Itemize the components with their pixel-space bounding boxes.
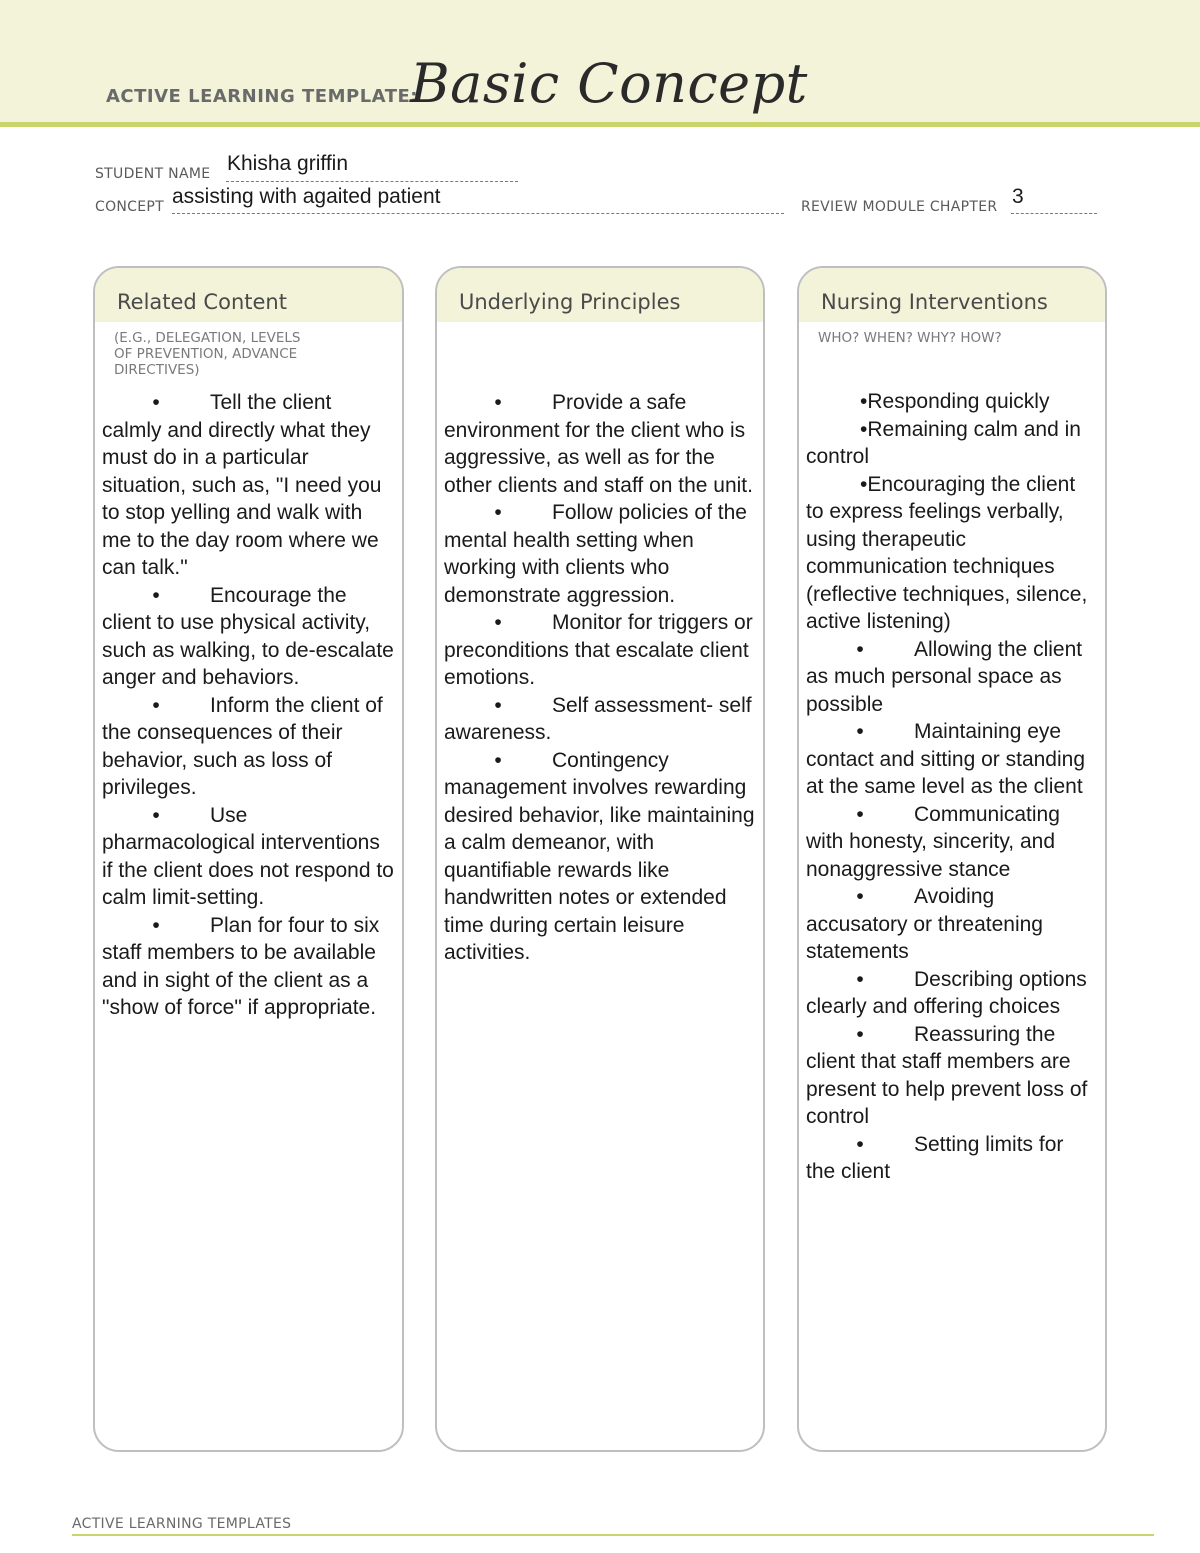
underlying-principles-title: Underlying Principles (459, 290, 681, 314)
list-item: • Provide a safe environment for the client who is aggressive, as well as for the other clients and staff on the unit. (444, 391, 753, 497)
concept-label: CONCEPT (95, 199, 164, 215)
chapter-value[interactable]: 3 (1012, 185, 1024, 208)
bullet-icon: • (494, 748, 502, 772)
list-item: • Setting limits for the client (806, 1132, 1064, 1183)
related-content-title: Related Content (117, 290, 287, 314)
bullet-icon: • (152, 693, 160, 717)
list-item: • Reassuring the client that staff members are present to help prevent loss of control (806, 1022, 1088, 1128)
related-content-subtitle: (E.G., DELEGATION, LEVELS OF PREVENTION, ADVANCE DIRECTIVES) (114, 330, 301, 378)
student-name-value[interactable]: Khisha griffin (227, 152, 349, 175)
concept-value[interactable]: assisting with agaited patient (172, 185, 441, 208)
bullet-icon: • (494, 611, 502, 634)
bullet-icon: • (152, 391, 160, 414)
list-item: • Maintaining eye contact and sitting or standing at the same level as the client (806, 720, 1086, 798)
list-item: • Encourage the client to use physical activity, such as walking, to de-escalate anger and behaviors. (102, 583, 394, 689)
chapter-label: REVIEW MODULE CHAPTER (801, 199, 998, 215)
concept-underline (172, 213, 784, 214)
list-item: •Remaining calm and in control (806, 417, 1081, 468)
list-item: • Inform the client of the consequences of their behavior, such as loss of privileges. (102, 693, 383, 799)
student-name-underline (226, 181, 518, 182)
nursing-interventions-subtitle: WHO? WHEN? WHY? HOW? (818, 330, 1002, 346)
related-content-body[interactable] (102, 389, 394, 1022)
list-item: • Avoiding accusatory or threatening statements (806, 885, 1043, 963)
nursing-interventions-title: Nursing Interventions (821, 290, 1048, 314)
bullet-icon: • (856, 1022, 864, 1046)
nursing-interventions-body[interactable] (806, 388, 1097, 1186)
bullet-icon: • (856, 802, 864, 826)
list-item: • Contingency management involves rewarding desired behavior, like maintaining a calm demeanor, with quantifiable rewards like handwritten notes or extended time during certain leisure activities. (444, 748, 755, 964)
footer-divider (72, 1534, 1154, 1536)
template-title: Basic Concept (410, 52, 808, 115)
bullet-icon: • (860, 417, 868, 441)
bullet-icon: • (152, 803, 160, 827)
list-item: • Monitor for triggers or preconditions that escalate client emotions. (444, 611, 753, 689)
list-item: • Communicating with honesty, sincerity, and nonaggressive stance (806, 802, 1060, 881)
list-item: •Encouraging the client to express feelings verbally, using therapeutic communication techniques (reflective techniques, silence, active listening) (806, 472, 1088, 633)
template-label: ACTIVE LEARNING TEMPLATE: (106, 86, 418, 107)
bullet-icon: • (856, 967, 864, 991)
bullet-icon: • (856, 885, 864, 908)
related-content-card (93, 266, 404, 1452)
underlying-principles-card (435, 266, 765, 1452)
nursing-interventions-card (797, 266, 1107, 1452)
list-item: • Describing options clearly and offering choices (806, 967, 1087, 1018)
bullet-icon: • (856, 637, 864, 661)
underlying-principles-body[interactable] (444, 389, 755, 967)
list-item: • Tell the client calmly and directly what they must do in a particular situation, such as, "I need you to stop yelling and walk with me to the day room where we can talk." (102, 391, 382, 579)
bullet-icon: • (856, 1132, 864, 1156)
list-item: • Self assessment- self awareness. (444, 693, 752, 744)
bullet-icon: • (856, 720, 864, 743)
bullet-icon: • (860, 472, 868, 496)
footer-label: ACTIVE LEARNING TEMPLATES (72, 1516, 292, 1532)
student-name-label: STUDENT NAME (95, 166, 211, 182)
bullet-icon: • (494, 501, 502, 524)
list-item: •Responding quickly (806, 388, 1097, 416)
bullet-icon: • (494, 693, 502, 717)
list-item: • Follow policies of the mental health setting when working with clients who demonstrate aggression. (444, 501, 747, 607)
chapter-underline (1011, 213, 1097, 214)
bullet-icon: • (494, 391, 502, 414)
bullet-icon: • (860, 390, 868, 413)
list-item: • Plan for four to six staff members to be available and in sight of the client as a "show of force" if appropriate. (102, 913, 380, 1019)
list-item: • Use pharmacological interventions if the client does not respond to calm limit-setting. (102, 803, 394, 909)
list-item: • Allowing the client as much personal space as possible (806, 637, 1083, 716)
bullet-icon: • (152, 583, 160, 607)
header-divider (0, 122, 1200, 127)
bullet-icon: • (152, 913, 160, 937)
